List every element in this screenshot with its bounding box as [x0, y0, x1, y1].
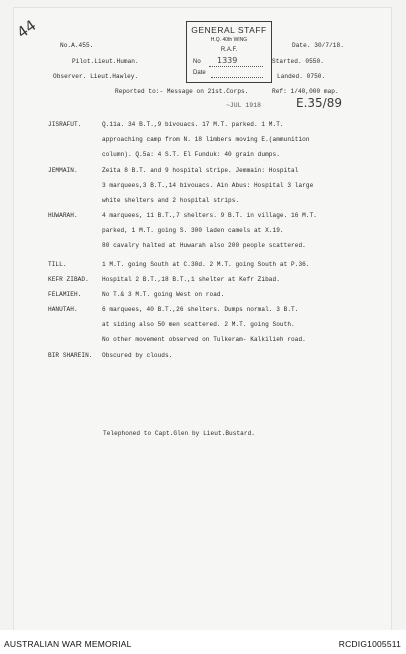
- pilot: Pilot.Lieut.Human.: [72, 58, 139, 65]
- entry-line: Q.11a. 34 B.T.,9 bivouacs. 17 M.T. parked. 1 M.T.: [102, 121, 284, 128]
- entry-place: HUWARAH.: [48, 212, 78, 219]
- stamp-no-value: 1339: [217, 56, 238, 65]
- margin-note: 44: [13, 16, 40, 42]
- entry-line: Hospital 2 B.T.,18 B.T.,1 shelter at Kefr Zibad.: [102, 276, 280, 283]
- report-number: No.A.455.: [60, 42, 94, 49]
- date-received-stamp: ~JUL 1918: [226, 102, 261, 109]
- entry-line: No other movement observed on Tulkeram- Kalkilieh road.: [102, 336, 306, 344]
- report-date: Date. 30/7/18.: [292, 42, 344, 49]
- entry-place: HANUTAH.: [48, 306, 78, 313]
- entry-place: JEMMAIN.: [48, 167, 78, 174]
- entry-line: 3 marquees,3 B.T.,14 bivouacs. Ain Abus: Hospital 3 large: [102, 182, 314, 190]
- stamp-no-label: No: [193, 59, 201, 65]
- entry-place: KEFR ZIBAD.: [48, 276, 89, 283]
- entry-place: TILL.: [48, 261, 67, 268]
- stamp-title: GENERAL STAFF: [191, 25, 267, 35]
- footer-institution: AUSTRALIAN WAR MEMORIAL: [4, 639, 132, 649]
- stamp-date-label: Date: [193, 70, 206, 76]
- archive-footer: [0, 630, 406, 654]
- entry-line: 4 marquees, 11 B.T.,7 shelters. 9 B.T. in village. 16 M.T.: [102, 212, 317, 219]
- stamp-sub: H.Q. 40th WING: [210, 37, 248, 43]
- telephoned-note: Telephoned to Capt.Glen by Lieut.Bustard.: [103, 430, 255, 437]
- entry-line: 80 cavalry halted at Huwarah also 200 people scattered.: [102, 242, 306, 250]
- stamp-no-line: [209, 66, 263, 67]
- entry-line: white shelters and 2 hospital strips.: [102, 197, 240, 205]
- general-staff-stamp: [186, 21, 272, 83]
- started-time: Started. 0550.: [272, 58, 324, 65]
- entry-line: 6 marquees, 40 B.T.,26 shelters. Dumps normal. 3 B.T.: [102, 306, 299, 313]
- entry-line: Obscured by clouds.: [102, 352, 173, 359]
- entry-line: No T.& 3 M.T. going West on road.: [102, 291, 225, 298]
- stamp-org: R.A.F.: [220, 47, 238, 53]
- landed-time: Landed. 0750.: [277, 73, 326, 80]
- map-reference: Ref: 1/40,000 map.: [272, 88, 339, 95]
- entry-line: column). Q.5a: 4 S.T. El Funduk: 40 grain dumps.: [102, 151, 280, 159]
- entry-place: JISRAFUT.: [48, 121, 82, 128]
- footer-catalog-id: RCDIG1005511: [338, 639, 401, 649]
- entry-line: parked, 1 M.T. going S. 300 laden camels at X.19.: [102, 227, 284, 235]
- observer: Observer. Lieut.Hawley.: [53, 73, 139, 80]
- entry-place: BIR SHAREIN.: [48, 352, 93, 359]
- entry-line: at siding also 50 men scattered. 2 M.T. going South.: [102, 321, 295, 329]
- entry-place: FELAMIEH.: [48, 291, 82, 298]
- entry-line: approaching camp from N. 18 limbers moving E.(ammunition: [102, 136, 310, 144]
- handwritten-reference: E.35/89: [296, 96, 342, 110]
- stamp-date-line: [211, 77, 263, 78]
- reported-to: Reported to:- Message on 21st.Corps.: [115, 88, 249, 95]
- entry-line: Zeita 8 B.T. and 9 hospital stripe. Jemmain: Hospital: [102, 167, 299, 174]
- entry-line: 1 M.T. going South at C.30d. 2 M.T. going South at P.36.: [102, 261, 310, 268]
